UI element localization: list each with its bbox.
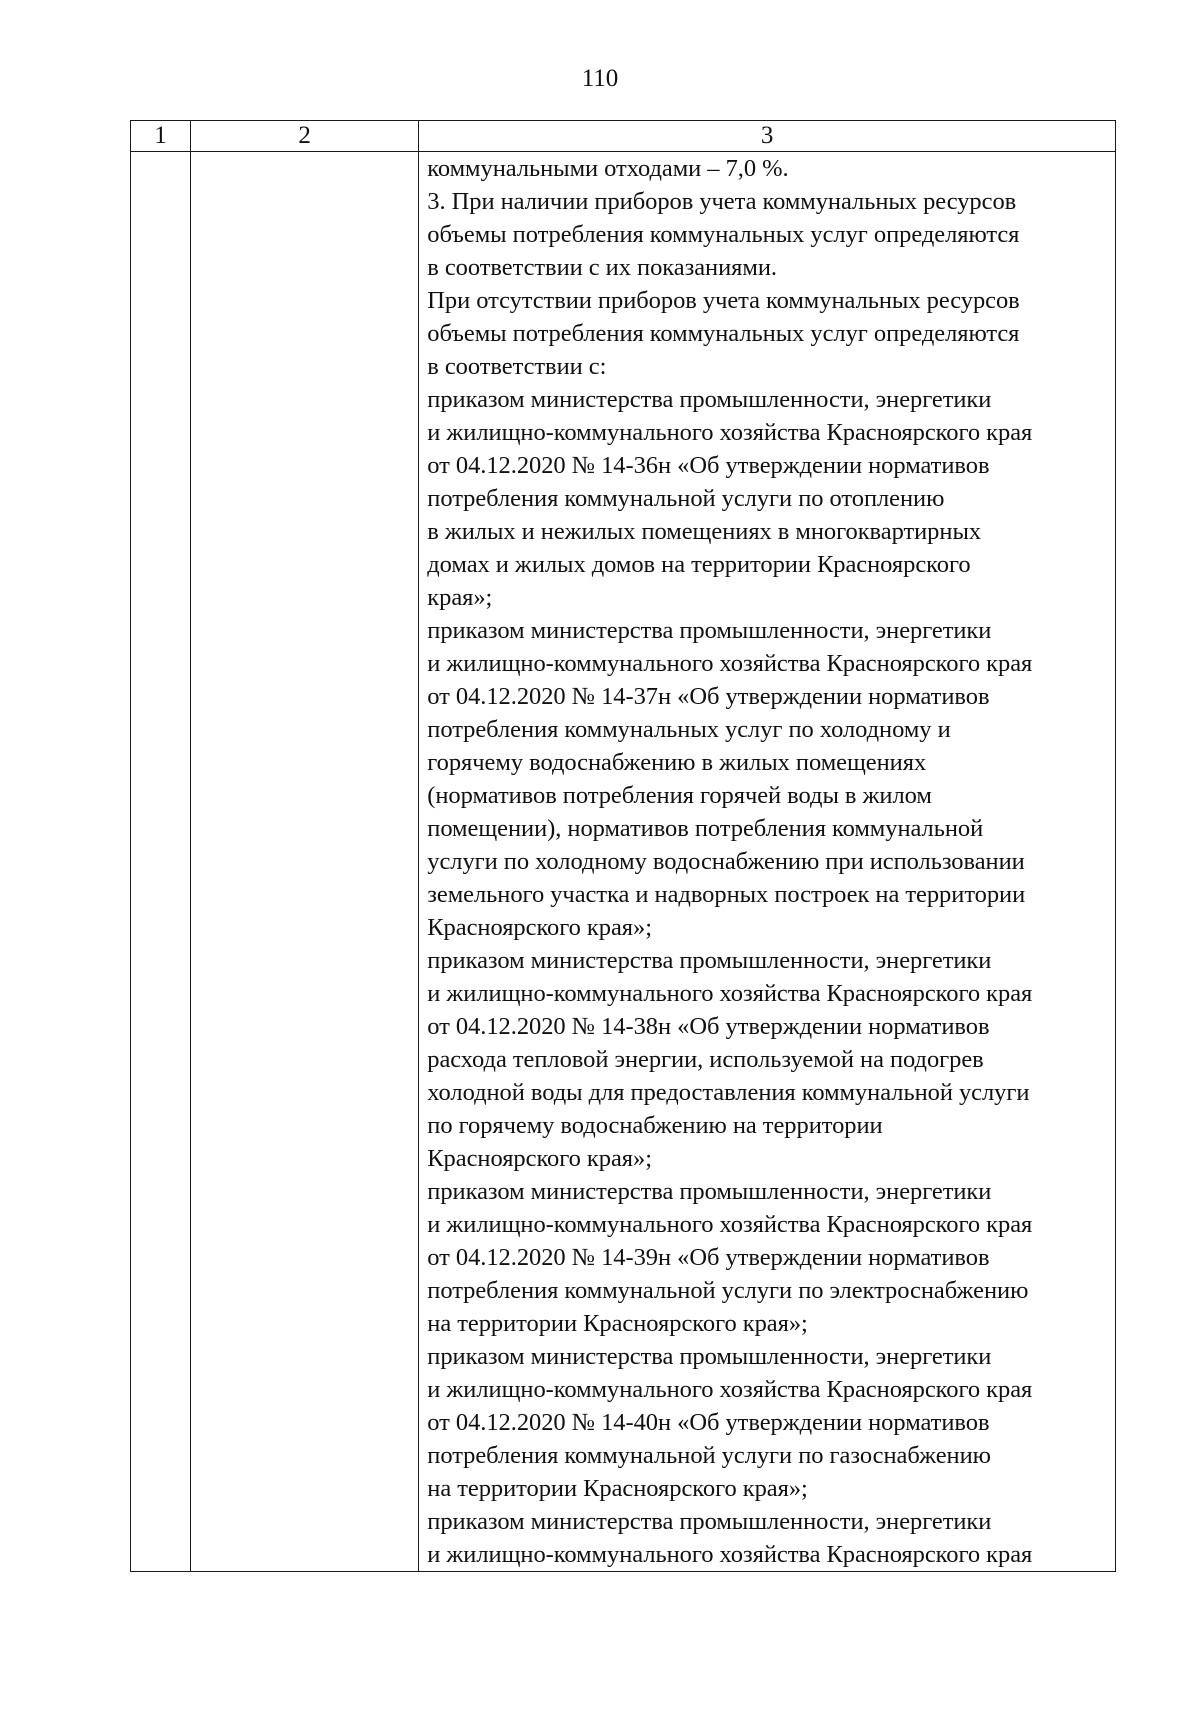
- text-line: помещении), нормативов потребления коммунальной: [427, 815, 984, 842]
- text-line: на территории Красноярского края»;: [427, 1310, 808, 1337]
- text-line: расхода тепловой энергии, используемой на подогрев: [427, 1046, 984, 1073]
- column-1-cell: [131, 152, 191, 1572]
- column-3-text: [419, 152, 1115, 1571]
- text-line: потребления коммунальной услуги по отоплению: [427, 485, 945, 512]
- text-line: в соответствии с:: [427, 353, 607, 380]
- text-line: и жилищно-коммунального хозяйства Красноярского края: [427, 1211, 1033, 1238]
- text-line: потребления коммунальной услуги по газоснабжению: [427, 1442, 991, 1469]
- text-line: холодной воды для предоставления коммунальной услуги: [427, 1079, 1030, 1106]
- text-line: земельного участка и надворных построек на территории: [427, 881, 1026, 908]
- text-line: и жилищно-коммунального хозяйства Красноярского края: [427, 1541, 1033, 1568]
- text-line: в жилых и нежилых помещениях в многоквартирных: [427, 518, 982, 545]
- text-line: Красноярского края»;: [427, 914, 652, 941]
- text-line: и жилищно-коммунального хозяйства Красноярского края: [427, 980, 1033, 1007]
- text-line: от 04.12.2020 № 14-37н «Об утверждении нормативов: [427, 683, 990, 710]
- text-line: на территории Красноярского края»;: [427, 1475, 808, 1502]
- text-line: по горячему водоснабжению на территории: [427, 1112, 883, 1139]
- text-line: от 04.12.2020 № 14-36н «Об утверждении нормативов: [427, 452, 990, 479]
- text-line: от 04.12.2020 № 14-40н «Об утверждении нормативов: [427, 1409, 990, 1436]
- text-line: приказом министерства промышленности, энергетики: [427, 947, 992, 974]
- column-header-1: 1: [131, 121, 191, 152]
- text-line: от 04.12.2020 № 14-39н «Об утверждении нормативов: [427, 1244, 990, 1271]
- text-line: Красноярского края»;: [427, 1145, 652, 1172]
- text-line: горячему водоснабжению в жилых помещениях: [427, 749, 927, 776]
- text-line: домах и жилых домов на территории Красноярского: [427, 551, 971, 578]
- text-line: (нормативов потребления горячей воды в жилом: [427, 782, 932, 809]
- text-line: объемы потребления коммунальных услуг определяются: [427, 221, 1020, 248]
- text-line: от 04.12.2020 № 14-38н «Об утверждении нормативов: [427, 1013, 990, 1040]
- table-header-row: [131, 121, 1116, 152]
- text-line: 3. При наличии приборов учета коммунальных ресурсов: [427, 188, 1017, 215]
- page-number: 110: [581, 65, 619, 92]
- document-table: [130, 120, 1116, 1572]
- text-line: края»;: [427, 584, 493, 611]
- text-line: приказом министерства промышленности, энергетики: [427, 1343, 992, 1370]
- text-line: услуги по холодному водоснабжению при использовании: [427, 848, 1025, 875]
- column-3-cell: [419, 152, 1116, 1572]
- table-row: [131, 152, 1116, 1572]
- column-2-cell: [191, 152, 419, 1572]
- text-line: в соответствии с их показаниями.: [427, 254, 777, 281]
- column-header-2: 2: [191, 121, 419, 152]
- text-line: потребления коммунальных услуг по холодному и: [427, 716, 951, 743]
- text-line: приказом министерства промышленности, энергетики: [427, 617, 992, 644]
- text-line: При отсутствии приборов учета коммунальных ресурсов: [427, 287, 1020, 314]
- text-line: приказом министерства промышленности, энергетики: [427, 1178, 992, 1205]
- text-line: объемы потребления коммунальных услуг определяются: [427, 320, 1020, 347]
- text-line: потребления коммунальной услуги по электроснабжению: [427, 1277, 1029, 1304]
- text-line: и жилищно-коммунального хозяйства Красноярского края: [427, 1376, 1033, 1403]
- text-line: приказом министерства промышленности, энергетики: [427, 386, 992, 413]
- column-header-3: 3: [419, 121, 1116, 152]
- text-line: и жилищно-коммунального хозяйства Красноярского края: [427, 650, 1033, 677]
- text-line: приказом министерства промышленности, энергетики: [427, 1508, 992, 1535]
- text-line: и жилищно-коммунального хозяйства Красноярского края: [427, 419, 1033, 446]
- text-line: коммунальными отходами – 7,0 %.: [427, 155, 789, 182]
